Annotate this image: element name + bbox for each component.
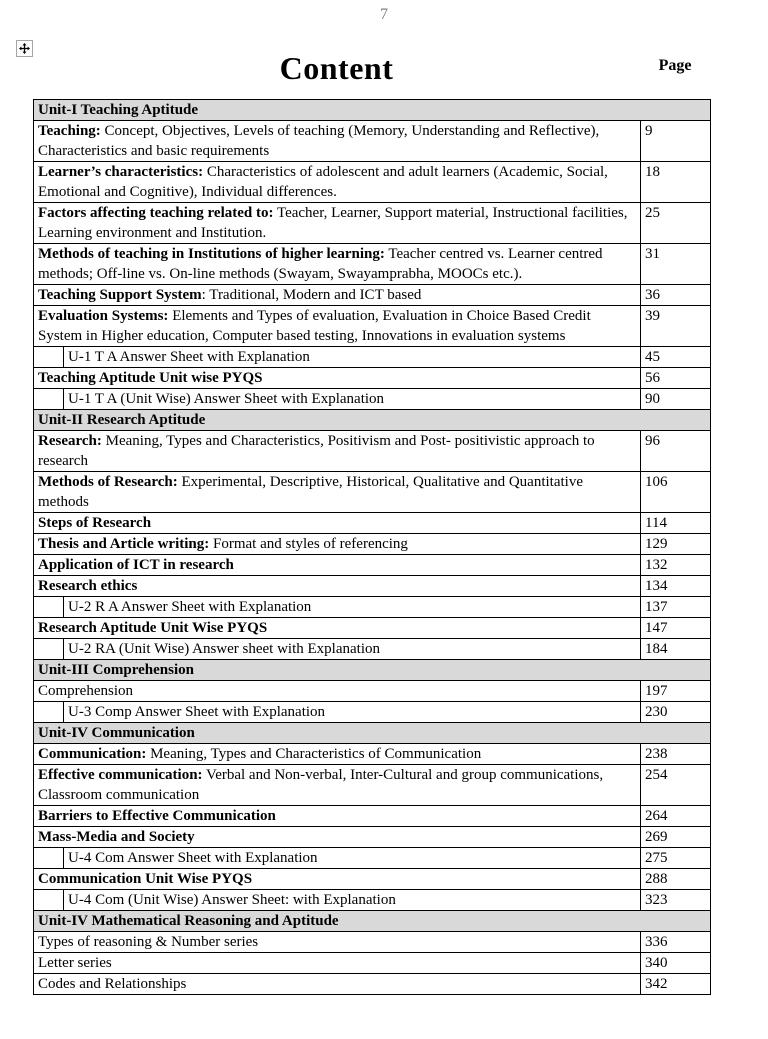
table-row — [34, 869, 711, 890]
topic-bold-label: Learner’s characteristics: — [38, 164, 204, 180]
page-number-cell: 264 — [641, 806, 711, 827]
table-row — [34, 203, 711, 244]
contents-table — [33, 99, 711, 995]
table-row — [34, 827, 711, 848]
topic-cell — [34, 869, 641, 890]
table-row — [34, 162, 711, 203]
topic-bold-label: Teaching Aptitude Unit wise PYQS — [38, 370, 263, 386]
indent-cell — [34, 890, 64, 911]
topic-cell: U-1 T A Answer Sheet with Explanation — [64, 347, 641, 368]
table-row — [34, 618, 711, 639]
topic-bold-label: Teaching: — [38, 123, 101, 139]
page-number-cell: 56 — [641, 368, 711, 389]
topic-cell: Thesis and Article writing: Format and styles of referencing — [34, 534, 641, 555]
topic-cell: Methods of Research: Experimental, Descriptive, Historical, Qualitative and Quantitative methods — [34, 472, 641, 513]
page-number-cell: 9 — [641, 121, 711, 162]
table-row — [34, 848, 711, 869]
indent-cell — [34, 389, 64, 410]
table-row — [34, 306, 711, 347]
topic-cell: Factors affecting teaching related to: Teacher, Learner, Support material, Instructional facilities, Learning environment and Institution. — [34, 203, 641, 244]
unit-header-label: Unit-IV Mathematical Reasoning and Aptitude — [34, 911, 711, 932]
contents-table-body — [34, 100, 711, 995]
topic-cell: U-3 Comp Answer Sheet with Explanation — [64, 702, 641, 723]
page-number: 7 — [380, 6, 388, 23]
topic-cell: Effective communication: Verbal and Non-verbal, Inter-Cultural and group communications, Classroom communication — [34, 765, 641, 806]
table-row — [34, 974, 711, 995]
topic-bold-label: Communication Unit Wise PYQS — [38, 871, 253, 887]
table-row — [34, 744, 711, 765]
page-number-cell: 129 — [641, 534, 711, 555]
page-number-cell: 288 — [641, 869, 711, 890]
topic-cell: Types of reasoning & Number series — [34, 932, 641, 953]
topic-cell — [34, 513, 641, 534]
table-row — [34, 244, 711, 285]
topic-cell: Research: Meaning, Types and Characteristics, Positivism and Post- positivistic approach to research — [34, 431, 641, 472]
topic-bold-label: Barriers to Effective Communication — [38, 808, 276, 824]
page-number-cell: 25 — [641, 203, 711, 244]
table-row — [34, 285, 711, 306]
page-number-cell: 31 — [641, 244, 711, 285]
unit-header-row — [34, 723, 711, 744]
unit-header-row — [34, 911, 711, 932]
topic-bold-label: Application of ICT in research — [38, 557, 234, 573]
table-row — [34, 347, 711, 368]
table-row — [34, 953, 711, 974]
indent-cell — [34, 639, 64, 660]
table-row — [34, 597, 711, 618]
topic-cell: U-2 R A Answer Sheet with Explanation — [64, 597, 641, 618]
page-number-cell: 106 — [641, 472, 711, 513]
indent-cell — [34, 347, 64, 368]
page-number-cell: 45 — [641, 347, 711, 368]
topic-cell: Evaluation Systems: Elements and Types of evaluation, Evaluation in Choice Based Credit System in Higher education, Computer based testing, Innovations in evaluation systems — [34, 306, 641, 347]
table-row — [34, 681, 711, 702]
table-row — [34, 639, 711, 660]
page-number-cell: 39 — [641, 306, 711, 347]
page-number-cell: 342 — [641, 974, 711, 995]
page-number-cell: 230 — [641, 702, 711, 723]
topic-bold-label: Communication: — [38, 746, 147, 762]
table-row — [34, 765, 711, 806]
topic-cell: U-4 Com (Unit Wise) Answer Sheet: with Explanation — [64, 890, 641, 911]
topic-bold-label: Methods of teaching in Institutions of higher learning: — [38, 246, 385, 262]
topic-cell — [34, 806, 641, 827]
topic-cell — [34, 827, 641, 848]
table-row — [34, 513, 711, 534]
page-number-cell: 275 — [641, 848, 711, 869]
unit-header-label: Unit-IV Communication — [34, 723, 711, 744]
table-row — [34, 431, 711, 472]
topic-cell — [34, 555, 641, 576]
page-number-cell: 96 — [641, 431, 711, 472]
page-number-cell: 90 — [641, 389, 711, 410]
topic-bold-label: Effective communication: — [38, 767, 203, 783]
table-row — [34, 368, 711, 389]
unit-header-label: Unit-III Comprehension — [34, 660, 711, 681]
table-row — [34, 121, 711, 162]
page-number-cell: 134 — [641, 576, 711, 597]
table-row — [34, 576, 711, 597]
topic-cell: Codes and Relationships — [34, 974, 641, 995]
page-number-cell: 147 — [641, 618, 711, 639]
page-number-cell: 269 — [641, 827, 711, 848]
topic-bold-label: Factors affecting teaching related to: — [38, 205, 274, 221]
topic-cell — [34, 618, 641, 639]
page-number-cell: 197 — [641, 681, 711, 702]
table-row — [34, 932, 711, 953]
topic-bold-label: Evaluation Systems: — [38, 308, 169, 324]
page-number-cell: 184 — [641, 639, 711, 660]
unit-header-row — [34, 660, 711, 681]
topic-bold-label: Research Aptitude Unit Wise PYQS — [38, 620, 268, 636]
topic-cell: U-2 RA (Unit Wise) Answer sheet with Explanation — [64, 639, 641, 660]
table-row — [34, 890, 711, 911]
table-move-handle-icon[interactable] — [16, 40, 33, 57]
table-row — [34, 472, 711, 513]
topic-cell: U-1 T A (Unit Wise) Answer Sheet with Explanation — [64, 389, 641, 410]
topic-cell: Teaching Support System: Traditional, Modern and ICT based — [34, 285, 641, 306]
topic-cell — [34, 368, 641, 389]
page-number-cell: 238 — [641, 744, 711, 765]
table-row — [34, 702, 711, 723]
page-number-cell: 36 — [641, 285, 711, 306]
topic-bold-label: Steps of Research — [38, 515, 152, 531]
topic-bold-label: Methods of Research: — [38, 474, 178, 490]
page-number-cell: 336 — [641, 932, 711, 953]
page-title: Content — [279, 50, 394, 86]
page-number-cell: 340 — [641, 953, 711, 974]
topic-cell: Teaching: Concept, Objectives, Levels of teaching (Memory, Understanding and Reflective), Characteristics and basic requirements — [34, 121, 641, 162]
topic-bold-label: Research: — [38, 433, 102, 449]
topic-bold-label: Mass-Media and Society — [38, 829, 195, 845]
topic-bold-label: Research ethics — [38, 578, 138, 594]
table-row — [34, 389, 711, 410]
indent-cell — [34, 702, 64, 723]
topic-bold-label: Thesis and Article writing: — [38, 536, 210, 552]
indent-cell — [34, 597, 64, 618]
page-number-cell: 132 — [641, 555, 711, 576]
page-number-cell: 18 — [641, 162, 711, 203]
page-number-cell: 323 — [641, 890, 711, 911]
page-number-cell: 114 — [641, 513, 711, 534]
topic-cell: Communication: Meaning, Types and Characteristics of Communication — [34, 744, 641, 765]
topic-cell: Comprehension — [34, 681, 641, 702]
indent-cell — [34, 848, 64, 869]
table-row — [34, 806, 711, 827]
topic-bold-label: Teaching Support System — [38, 287, 202, 303]
unit-header-label: Unit-I Teaching Aptitude — [34, 100, 711, 121]
unit-header-row — [34, 410, 711, 431]
topic-cell — [34, 576, 641, 597]
topic-cell: U-4 Com Answer Sheet with Explanation — [64, 848, 641, 869]
page-number-cell: 137 — [641, 597, 711, 618]
unit-header-row — [34, 100, 711, 121]
topic-cell: Methods of teaching in Institutions of higher learning: Teacher centred vs. Learner centred methods; Off-line vs. On-line methods (Swayam, Swayamprabha, MOOCs etc.). — [34, 244, 641, 285]
topic-cell: Letter series — [34, 953, 641, 974]
table-row — [34, 534, 711, 555]
topic-cell: Learner’s characteristics: Characteristics of adolescent and adult learners (Academic, Social, Emotional and Cognitive), Individual differences. — [34, 162, 641, 203]
table-row — [34, 555, 711, 576]
page-column-label: Page — [658, 57, 692, 74]
unit-header-label: Unit-II Research Aptitude — [34, 410, 711, 431]
page-number-cell: 254 — [641, 765, 711, 806]
